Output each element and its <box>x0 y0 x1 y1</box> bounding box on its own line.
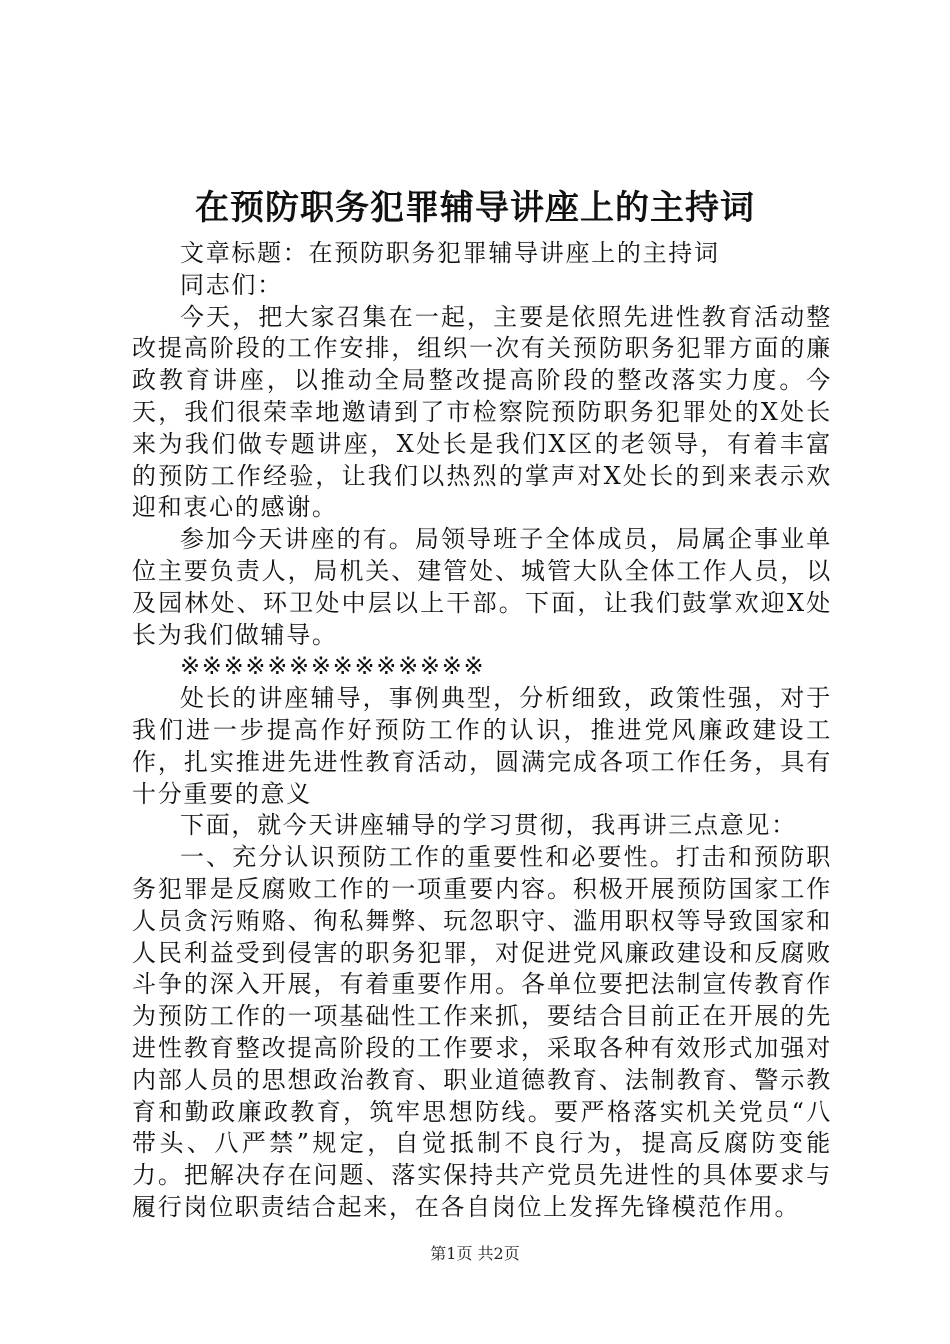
paragraph-separator: ※※※※※※※※※※※※※※ <box>180 652 486 681</box>
document-title: 在预防职务犯罪辅导讲座上的主持词 <box>195 188 755 228</box>
paragraph-salutation: 同志们： <box>180 270 283 299</box>
paragraph-attendees: 参加今天讲座的有。局领导班子全体成员，局属企事业单位主要负责人，局机关、建管处、城管大队全体工作人员，以及园林处、环卫处中层以上干部。下面，让我们鼓掌欢迎X处长为我们做辅导。 <box>132 525 832 649</box>
paragraph-opening: 今天，把大家召集在一起，主要是依照先进性教育活动整改提高阶段的工作安排，组织一次有关预防职务犯罪方面的廉政教育讲座，以推动全局整改提高阶段的整改落实力度。今天，我们很荣幸地邀请到了市检察院预防职务犯罪处的X处长来为我们做专题讲座，X处长是我们X区的老领导，有着丰富的预防工作经验，让我们以热烈的掌声对X处长的到来表示欢迎和衷心的感谢。 <box>132 302 832 522</box>
paragraph-transition: 下面，就今天讲座辅导的学习贯彻，我再讲三点意见： <box>180 811 797 840</box>
document-body <box>132 238 832 1224</box>
paragraph-summary: 处长的讲座辅导，事例典型，分析细致，政策性强，对于我们进一步提高作好预防工作的认识，推进党风廉政建设工作，扎实推进先进性教育活动，圆满完成各项工作任务，具有十分重要的意义 <box>132 684 832 808</box>
page-number-footer: 第1页 共2页 <box>430 1244 520 1263</box>
paragraph-article-title: 文章标题：在预防职务犯罪辅导讲座上的主持词 <box>180 239 720 267</box>
paragraph-point-one: 一、充分认识预防工作的重要性和必要性。打击和预防职务犯罪是反腐败工作的一项重要内容。积极开展预防国家工作人员贪污贿赂、徇私舞弊、玩忽职守、滥用职权等导致国家和人民利益受到侵害的职务犯罪，对促进党风廉政建设和反腐败斗争的深入开展，有着重要作用。各单位要把法制宣传教育作为预防工作的一项基础性工作来抓，要结合目前正在开展的先进性教育整改提高阶段的工作要求，采取各种有效形式加强对内部人员的思想政治教育、职业道德教育、法制教育、警示教育和勤政廉政教育，筑牢思想防线。要严格落实机关党员“八带头、八严禁”规定，自觉抵制不良行为，提高反腐防变能力。把解决存在问题、落实保持共产党员先进性的具体要求与履行岗位职责结合起来，在各自岗位上发挥先锋模范作用。 <box>132 843 832 1221</box>
